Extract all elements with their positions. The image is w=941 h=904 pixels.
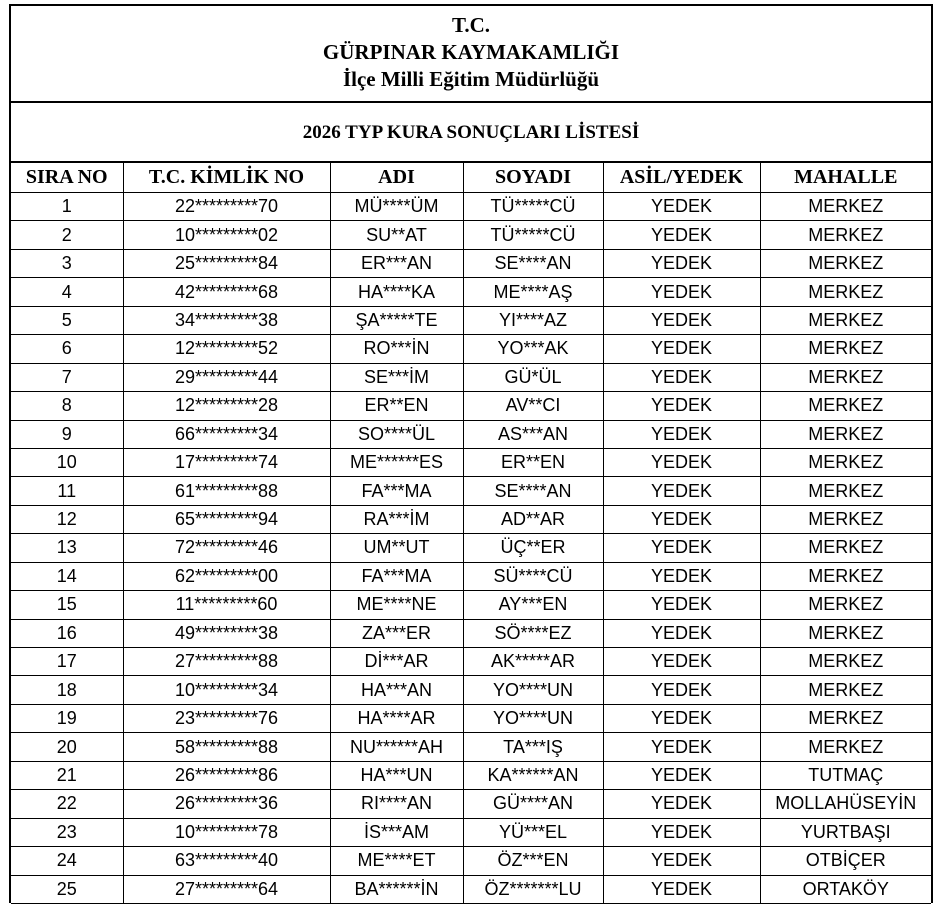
mahalle-cell: MERKEZ <box>760 477 931 505</box>
soyadi-cell: YÜ***EL <box>463 818 603 846</box>
sira-no-cell: 12 <box>11 505 123 533</box>
table-row <box>11 335 931 363</box>
asil-yedek-cell: YEDEK <box>603 704 760 732</box>
table-row <box>11 875 931 903</box>
table-row <box>11 420 931 448</box>
sira-no-cell: 4 <box>11 278 123 306</box>
tc-kimlik-no-cell: 49*********38 <box>123 619 330 647</box>
tc-kimlik-no-cell: 34*********38 <box>123 306 330 334</box>
mahalle-cell: MERKEZ <box>760 420 931 448</box>
adi-cell: ER**EN <box>330 392 463 420</box>
sira-no-cell: 15 <box>11 591 123 619</box>
tc-kimlik-no-cell: 61*********88 <box>123 477 330 505</box>
soyadi-cell: ÖZ***EN <box>463 847 603 875</box>
sira-no-cell: 11 <box>11 477 123 505</box>
results-sheet <box>9 4 933 903</box>
mahalle-cell: MERKEZ <box>760 193 931 221</box>
adi-cell: İS***AM <box>330 818 463 846</box>
asil-yedek-cell: YEDEK <box>603 875 760 903</box>
sira-no-cell: 2 <box>11 221 123 249</box>
mahalle-cell: MERKEZ <box>760 306 931 334</box>
adi-cell: RO***İN <box>330 335 463 363</box>
sira-no-cell: 21 <box>11 761 123 789</box>
asil-yedek-cell: YEDEK <box>603 761 760 789</box>
table-row <box>11 278 931 306</box>
mahalle-cell: MERKEZ <box>760 249 931 277</box>
table-header-row <box>11 163 931 193</box>
table-row <box>11 505 931 533</box>
tc-kimlik-no-cell: 11*********60 <box>123 591 330 619</box>
adi-cell: HA***UN <box>330 761 463 789</box>
tc-kimlik-no-cell: 65*********94 <box>123 505 330 533</box>
list-title: 2026 TYP KURA SONUÇLARI LİSTESİ <box>11 103 931 163</box>
soyadi-cell: ÖZ*******LU <box>463 875 603 903</box>
soyadi-cell: TA***IŞ <box>463 733 603 761</box>
mahalle-cell: MERKEZ <box>760 704 931 732</box>
table-row <box>11 619 931 647</box>
tc-kimlik-no-cell: 25*********84 <box>123 249 330 277</box>
sira-no-cell: 25 <box>11 875 123 903</box>
mahalle-cell: MERKEZ <box>760 278 931 306</box>
soyadi-cell: SÖ****EZ <box>463 619 603 647</box>
sira-no-cell: 8 <box>11 392 123 420</box>
table-row <box>11 704 931 732</box>
mahalle-cell: MERKEZ <box>760 648 931 676</box>
mahalle-cell: MERKEZ <box>760 534 931 562</box>
sira-no-cell: 16 <box>11 619 123 647</box>
tc-kimlik-no-cell: 23*********76 <box>123 704 330 732</box>
soyadi-cell: ER**EN <box>463 448 603 476</box>
table-row <box>11 733 931 761</box>
tc-kimlik-no-cell: 22*********70 <box>123 193 330 221</box>
sira-no-cell: 6 <box>11 335 123 363</box>
mahalle-cell: MERKEZ <box>760 619 931 647</box>
table-row <box>11 761 931 789</box>
asil-yedek-cell: YEDEK <box>603 448 760 476</box>
asil-yedek-cell: YEDEK <box>603 278 760 306</box>
table-row <box>11 818 931 846</box>
asil-yedek-cell: YEDEK <box>603 818 760 846</box>
adi-cell: ER***AN <box>330 249 463 277</box>
adi-cell: UM**UT <box>330 534 463 562</box>
sira-no-cell: 22 <box>11 790 123 818</box>
table-row <box>11 562 931 590</box>
header-line-district: GÜRPINAR KAYMAKAMLIĞI <box>322 40 620 64</box>
soyadi-cell: SE****AN <box>463 477 603 505</box>
soyadi-cell: ÜÇ**ER <box>463 534 603 562</box>
soyadi-cell: YO****UN <box>463 704 603 732</box>
asil-yedek-cell: YEDEK <box>603 392 760 420</box>
sira-no-cell: 7 <box>11 363 123 391</box>
asil-yedek-cell: YEDEK <box>603 505 760 533</box>
asil-yedek-cell: YEDEK <box>603 420 760 448</box>
column-header-adi: ADI <box>330 163 463 193</box>
adi-cell: MÜ****ÜM <box>330 193 463 221</box>
adi-cell: ME****ET <box>330 847 463 875</box>
sira-no-cell: 24 <box>11 847 123 875</box>
sira-no-cell: 23 <box>11 818 123 846</box>
sira-no-cell: 1 <box>11 193 123 221</box>
mahalle-cell: MERKEZ <box>760 733 931 761</box>
tc-kimlik-no-cell: 29*********44 <box>123 363 330 391</box>
sira-no-cell: 18 <box>11 676 123 704</box>
adi-cell: FA***MA <box>330 562 463 590</box>
mahalle-cell: MERKEZ <box>760 448 931 476</box>
mahalle-cell: MERKEZ <box>760 363 931 391</box>
adi-cell: HA****KA <box>330 278 463 306</box>
mahalle-cell: MERKEZ <box>760 562 931 590</box>
sira-no-cell: 14 <box>11 562 123 590</box>
soyadi-cell: AS***AN <box>463 420 603 448</box>
adi-cell: BA******İN <box>330 875 463 903</box>
asil-yedek-cell: YEDEK <box>603 477 760 505</box>
sira-no-cell: 3 <box>11 249 123 277</box>
asil-yedek-cell: YEDEK <box>603 847 760 875</box>
soyadi-cell: KA******AN <box>463 761 603 789</box>
soyadi-cell: GÜ*ÜL <box>463 363 603 391</box>
tc-kimlik-no-cell: 10*********78 <box>123 818 330 846</box>
tc-kimlik-no-cell: 63*********40 <box>123 847 330 875</box>
column-header-soyadi: SOYADI <box>463 163 603 193</box>
tc-kimlik-no-cell: 27*********64 <box>123 875 330 903</box>
adi-cell: HA***AN <box>330 676 463 704</box>
asil-yedek-cell: YEDEK <box>603 733 760 761</box>
asil-yedek-cell: YEDEK <box>603 591 760 619</box>
tc-kimlik-no-cell: 17*********74 <box>123 448 330 476</box>
asil-yedek-cell: YEDEK <box>603 562 760 590</box>
table-row <box>11 363 931 391</box>
adi-cell: SO****ÜL <box>330 420 463 448</box>
adi-cell: RI****AN <box>330 790 463 818</box>
table-row <box>11 847 931 875</box>
column-header-asil-yedek: ASİL/YEDEK <box>603 163 760 193</box>
adi-cell: ME****NE <box>330 591 463 619</box>
soyadi-cell: ME****AŞ <box>463 278 603 306</box>
adi-cell: ME******ES <box>330 448 463 476</box>
adi-cell: NU******AH <box>330 733 463 761</box>
table-row <box>11 676 931 704</box>
asil-yedek-cell: YEDEK <box>603 221 760 249</box>
sira-no-cell: 17 <box>11 648 123 676</box>
column-header-sira-no: SIRA NO <box>11 163 123 193</box>
sira-no-cell: 9 <box>11 420 123 448</box>
sira-no-cell: 10 <box>11 448 123 476</box>
table-row <box>11 193 931 221</box>
adi-cell: RA***İM <box>330 505 463 533</box>
soyadi-cell: TÜ*****CÜ <box>463 193 603 221</box>
soyadi-cell: AY***EN <box>463 591 603 619</box>
soyadi-cell: YO***AK <box>463 335 603 363</box>
sira-no-cell: 13 <box>11 534 123 562</box>
sira-no-cell: 19 <box>11 704 123 732</box>
soyadi-cell: AD**AR <box>463 505 603 533</box>
asil-yedek-cell: YEDEK <box>603 306 760 334</box>
asil-yedek-cell: YEDEK <box>603 648 760 676</box>
mahalle-cell: TUTMAÇ <box>760 761 931 789</box>
table-row <box>11 249 931 277</box>
soyadi-cell: AV**CI <box>463 392 603 420</box>
soyadi-cell: SE****AN <box>463 249 603 277</box>
mahalle-cell: MERKEZ <box>760 505 931 533</box>
asil-yedek-cell: YEDEK <box>603 335 760 363</box>
mahalle-cell: MERKEZ <box>760 221 931 249</box>
asil-yedek-cell: YEDEK <box>603 790 760 818</box>
tc-kimlik-no-cell: 10*********34 <box>123 676 330 704</box>
tc-kimlik-no-cell: 26*********36 <box>123 790 330 818</box>
table-row <box>11 306 931 334</box>
table-row <box>11 448 931 476</box>
column-header-tc-kimlik-no: T.C. KİMLİK NO <box>123 163 330 193</box>
header-line-tc: T.C. <box>451 13 491 37</box>
tc-kimlik-no-cell: 27*********88 <box>123 648 330 676</box>
soyadi-cell: AK*****AR <box>463 648 603 676</box>
soyadi-cell: YI****AZ <box>463 306 603 334</box>
tc-kimlik-no-cell: 72*********46 <box>123 534 330 562</box>
soyadi-cell: GÜ****AN <box>463 790 603 818</box>
table-row <box>11 221 931 249</box>
tc-kimlik-no-cell: 12*********52 <box>123 335 330 363</box>
mahalle-cell: MERKEZ <box>760 392 931 420</box>
mahalle-cell: YURTBAŞI <box>760 818 931 846</box>
adi-cell: SU**AT <box>330 221 463 249</box>
table-row <box>11 648 931 676</box>
asil-yedek-cell: YEDEK <box>603 363 760 391</box>
mahalle-cell: MERKEZ <box>760 335 931 363</box>
tc-kimlik-no-cell: 10*********02 <box>123 221 330 249</box>
mahalle-cell: OTBİÇER <box>760 847 931 875</box>
soyadi-cell: YO****UN <box>463 676 603 704</box>
adi-cell: ŞA*****TE <box>330 306 463 334</box>
adi-cell: SE***İM <box>330 363 463 391</box>
tc-kimlik-no-cell: 42*********68 <box>123 278 330 306</box>
mahalle-cell: ORTAKÖY <box>760 875 931 903</box>
results-table <box>11 163 931 904</box>
asil-yedek-cell: YEDEK <box>603 534 760 562</box>
table-row <box>11 477 931 505</box>
sira-no-cell: 5 <box>11 306 123 334</box>
column-header-mahalle: MAHALLE <box>760 163 931 193</box>
asil-yedek-cell: YEDEK <box>603 193 760 221</box>
mahalle-cell: MERKEZ <box>760 591 931 619</box>
mahalle-cell: MOLLAHÜSEYİN <box>760 790 931 818</box>
adi-cell: FA***MA <box>330 477 463 505</box>
adi-cell: HA****AR <box>330 704 463 732</box>
table-row <box>11 392 931 420</box>
tc-kimlik-no-cell: 58*********88 <box>123 733 330 761</box>
soyadi-cell: SÜ****CÜ <box>463 562 603 590</box>
tc-kimlik-no-cell: 66*********34 <box>123 420 330 448</box>
asil-yedek-cell: YEDEK <box>603 619 760 647</box>
table-row <box>11 790 931 818</box>
sira-no-cell: 20 <box>11 733 123 761</box>
header-line-directorate: İlçe Milli Eğitim Müdürlüğü <box>342 67 600 91</box>
mahalle-cell: MERKEZ <box>760 676 931 704</box>
tc-kimlik-no-cell: 26*********86 <box>123 761 330 789</box>
adi-cell: ZA***ER <box>330 619 463 647</box>
table-row <box>11 591 931 619</box>
tc-kimlik-no-cell: 12*********28 <box>123 392 330 420</box>
asil-yedek-cell: YEDEK <box>603 676 760 704</box>
asil-yedek-cell: YEDEK <box>603 249 760 277</box>
table-row <box>11 534 931 562</box>
document-header <box>11 6 931 103</box>
adi-cell: Dİ***AR <box>330 648 463 676</box>
tc-kimlik-no-cell: 62*********00 <box>123 562 330 590</box>
soyadi-cell: TÜ*****CÜ <box>463 221 603 249</box>
